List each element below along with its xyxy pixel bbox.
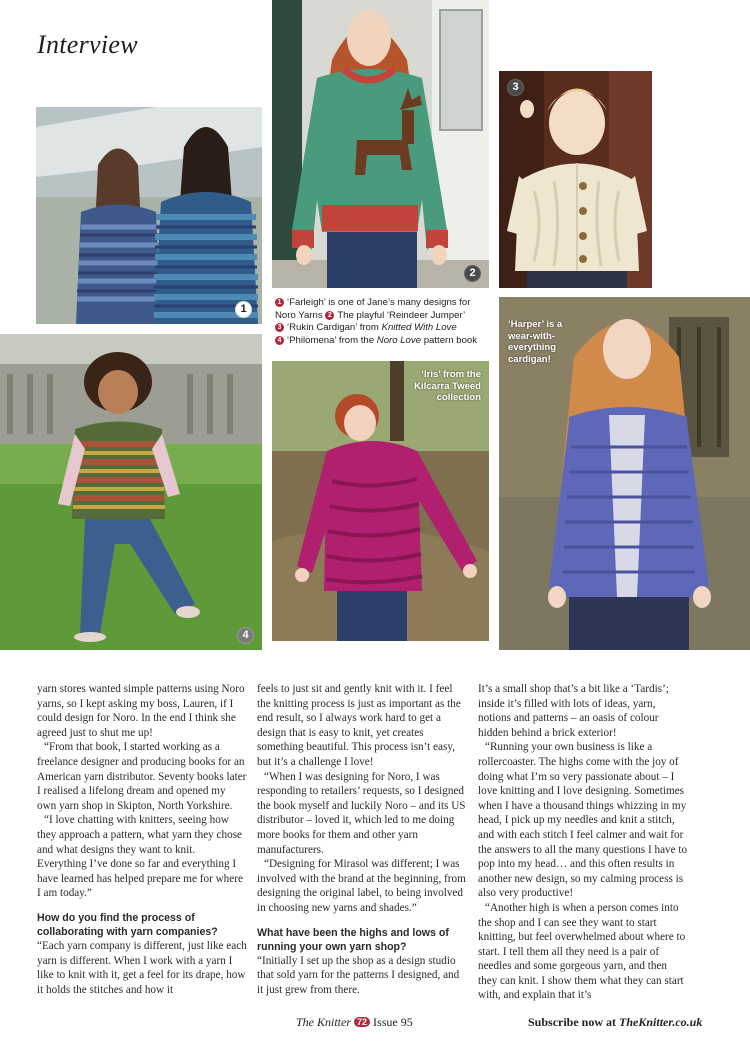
- page-number: 72: [354, 1017, 370, 1027]
- paragraph: “Each yarn company is different, just like each yarn is different. When I work with a yarn I like to knit with it, get a feel for its drape, how it holds the stitches and how it: [37, 939, 247, 996]
- photo-farleigh: [36, 107, 262, 324]
- caption-line: 4 ‘Philomena’ from the Noro Love pattern book: [275, 335, 497, 348]
- caption-line: Noro Yarns 2 The playful ‘Reindeer Jumper’: [275, 309, 466, 321]
- issue-number: Issue 95: [373, 1015, 413, 1029]
- photo-captions: [275, 297, 497, 347]
- book-title: Noro Love: [376, 334, 422, 346]
- photo-number-badge: 4: [237, 627, 254, 644]
- paragraph: “Running your own business is like a rollercoaster. The highs come with the joy of doing what I’m so very passionate about – I love knitting and I love designing. Sometimes when I have a thousand things whizzing in my head, I pick up my needles and knit a stitch, and with each stitch I feel calmer and wait for the answers to all the many questions I have to pop into my head… and this often results in another new design, so my calming process is also very productive!: [478, 741, 688, 900]
- paragraph: “Initially I set up the shop as a design studio that sold yarn for the patterns I designed, and it just grew from there.: [257, 954, 460, 996]
- harper-caption: ‘Harper’ is a wear-with- everything cardigan!: [508, 319, 563, 365]
- footer-subscribe: Subscribe now at TheKnitter.co.uk: [528, 1015, 703, 1029]
- iris-caption: ‘Iris’ from the Kilcarra Tweed collection: [414, 369, 481, 403]
- paragraph: “Another high is when a person comes into the shop and I can see they want to start knitting, but feel overwhelmed about where to start. I tell them all they need is a pair of needles and some gorgeous yarn, and then they can knit. I show them what they can start with, and explain that it’s: [478, 901, 686, 1002]
- text-column-3: [478, 682, 688, 1003]
- question-heading: What have been the highs and lows of running your own yarn shop?: [257, 926, 449, 953]
- text-column-1: [37, 682, 247, 997]
- book-title: Knitted With Love: [381, 322, 457, 334]
- paragraph: “When I was designing for Noro, I was responding to retailers’ requests, so I designed the book myself and luckily Noro – and its US distributor – loved it, which led to me doing more books for them and other yarn manufacturers.: [257, 770, 466, 856]
- website-link[interactable]: TheKnitter.co.uk: [619, 1015, 703, 1029]
- magazine-name: The Knitter: [296, 1015, 352, 1029]
- paragraph: “From that book, I started working as a freelance designer and producing books for an American yarn distributor. Seventy books later I realised a lifelong dream and opened my own yarn shop in Skipton, North Yorkshire.: [37, 741, 247, 812]
- photo-philomena: [0, 334, 262, 650]
- caption-line: 1 ‘Farleigh’ is one of Jane’s many designs for: [275, 297, 497, 310]
- paragraph: “I love chatting with knitters, seeing how they approach a pattern, what yarn they chose and what designs they want to knit. Everything I’ve done so far and everything I have learned has helped prepare me for where I am today.”: [37, 814, 243, 900]
- photo-iris: [272, 361, 489, 641]
- text-column-2: [257, 682, 467, 997]
- question-heading: How do you find the process of collaborating with yarn companies?: [37, 911, 218, 938]
- photo-reindeer-jumper: [272, 0, 489, 288]
- photo-number-badge: 1: [235, 301, 252, 318]
- photo-rukin-cardigan: [499, 71, 652, 288]
- paragraph: yarn stores wanted simple patterns using Noro yarns, so I kept asking my boss, Lauren, if I could design for Noro. In the end I think she agreed just to shut me up!: [37, 683, 245, 739]
- photo-number-badge: 2: [464, 265, 481, 282]
- footer-issue: [296, 1015, 413, 1030]
- photo-harper: [499, 297, 750, 650]
- caption-line: 3 ‘Rukin Cardigan’ from Knitted With Love: [275, 322, 497, 335]
- paragraph: It’s a small shop that’s a bit like a ‘Tardis’; inside it’s filled with lots of ideas, yarn, notions and patterns – an oasis of colour hidden behind a brick exterior!: [478, 683, 669, 739]
- photo-number-badge: 3: [507, 79, 524, 96]
- paragraph: feels to just sit and gently knit with it. I feel the knitting process is just as important as the end result, so I always work hard to get a design that is easy to knit, yet creates something beautiful. This process isn’t easy, but it’s a challenge I love!: [257, 683, 461, 768]
- paragraph: “Designing for Mirasol was different; I was involved with the brand at the beginning, from designing the original label, to being involved in choosing new yarns and shades.”: [257, 858, 466, 914]
- section-title: Interview: [37, 30, 138, 59]
